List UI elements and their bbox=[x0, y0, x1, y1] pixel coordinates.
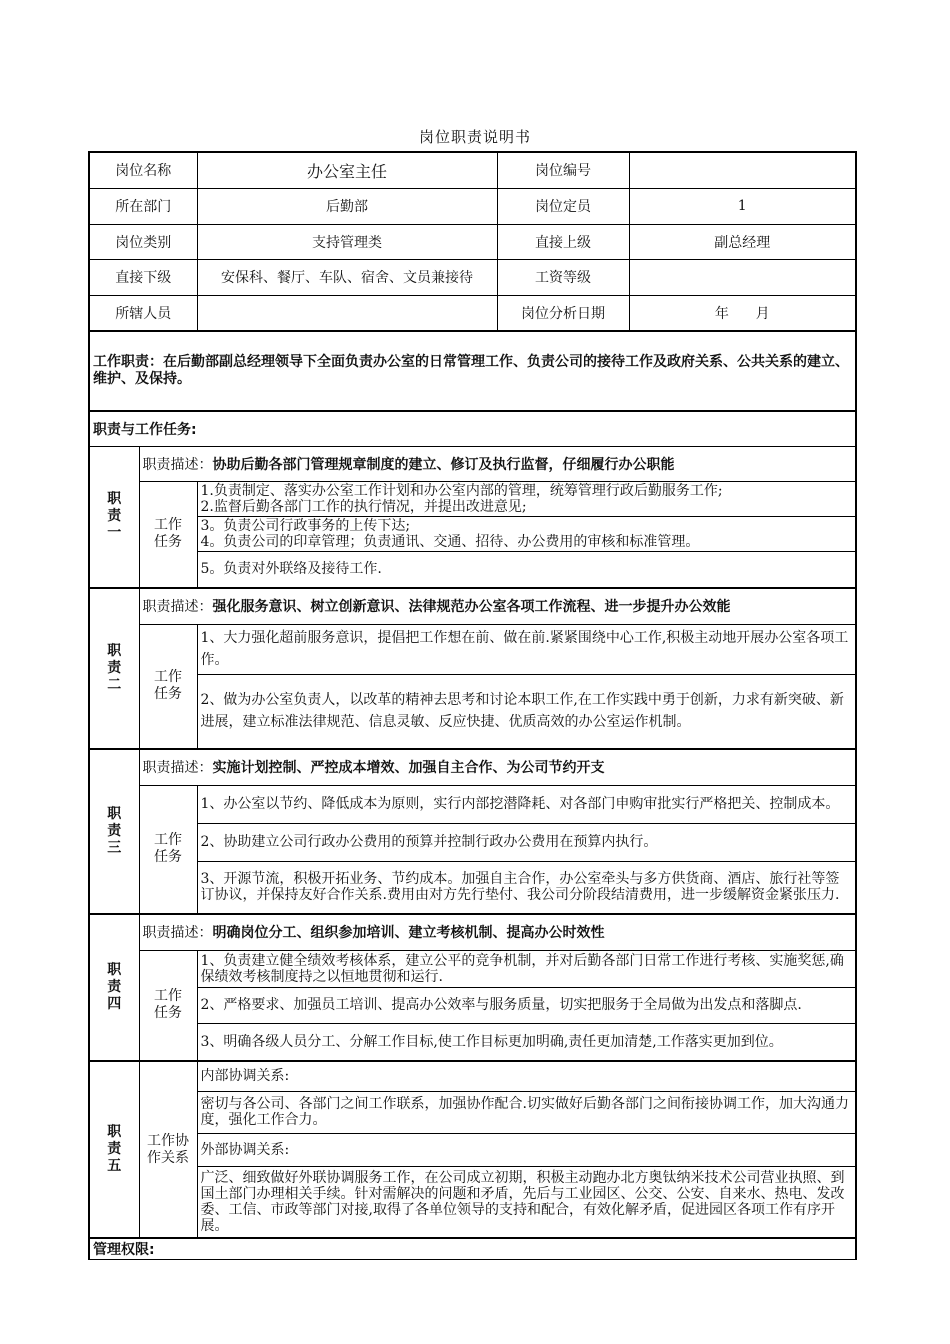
superior-label: 直接上级 bbox=[497, 224, 629, 259]
duty-4-task-3: 3、明确各级人员分工、分解工作目标,使工作目标更加明确,责任更加清楚,工作落实更加到位。 bbox=[197, 1023, 856, 1061]
duty-3-task-2: 2、协助建立公司行政办公费用的预算并控制行政办公费用在预算内执行。 bbox=[197, 823, 856, 861]
task-label-line: 工作 bbox=[154, 832, 182, 849]
duty-3-name bbox=[89, 749, 139, 914]
analysis-date-value: 年 月 bbox=[629, 295, 856, 331]
duty-3-task-1: 1、办公室以节约、降低成本为原则，实行内部挖潜降耗、对各部门申购审批实行严格把关、控制成本。 bbox=[197, 785, 856, 823]
internal-coordination-text: 密切与各公司、各部门之间工作联系，加强协作配合.切实做好后勤各部门之间衔接协调工作，加大沟通力度，强化工作合力。 bbox=[197, 1091, 856, 1133]
duty-5-name-char: 责 bbox=[107, 1141, 122, 1157]
position-name-label: 岗位名称 bbox=[89, 152, 197, 188]
duty-2-description-row bbox=[139, 588, 856, 624]
position-code-label: 岗位编号 bbox=[497, 152, 629, 188]
task-label-line: 任务 bbox=[154, 686, 182, 703]
duties-heading: 职责与工作任务: bbox=[89, 411, 856, 446]
duty-description-label: 职责描述： bbox=[142, 925, 213, 942]
duty-1-description: 协助后勤各部门管理规章制度的建立、修订及执行监督，仔细履行办公职能 bbox=[212, 456, 675, 473]
duty-1-name-char: 责 bbox=[107, 508, 122, 525]
headcount-value: 1 bbox=[629, 188, 856, 224]
task-label-line: 任务 bbox=[154, 849, 182, 866]
duty-description-label: 职责描述： bbox=[142, 760, 213, 777]
duty-1-name-char: 一 bbox=[107, 525, 122, 542]
duty-1-task-group-2 bbox=[197, 516, 856, 551]
duty-2-name-char: 责 bbox=[107, 660, 122, 676]
position-code-value bbox=[629, 152, 856, 188]
category-label: 岗位类别 bbox=[89, 224, 197, 259]
duty-3-description-row bbox=[139, 749, 856, 785]
duty-description-label: 职责描述： bbox=[142, 456, 213, 473]
department-label: 所在部门 bbox=[89, 188, 197, 224]
duty-1-task-1: 1.负责制定、落实办公室工作计划和办公室内部的管理，统筹管理行政后勤服务工作; bbox=[200, 482, 723, 499]
authority-heading: 管理权限: bbox=[89, 1238, 856, 1260]
headcount-label: 岗位定员 bbox=[497, 188, 629, 224]
duty-1-description-row bbox=[139, 446, 856, 481]
document-title: 岗位职责说明书 bbox=[418, 128, 531, 146]
duty-3-name-char: 三 bbox=[107, 840, 122, 856]
staff-label: 所辖人员 bbox=[89, 295, 197, 331]
department-value: 后勤部 bbox=[197, 188, 497, 224]
duty-1-task-3: 3。负责公司行政事务的上传下达; bbox=[200, 517, 411, 534]
duty-4-name-char: 职 bbox=[107, 962, 122, 978]
duty-3-description: 实施计划控制、严控成本增效、加强自主合作、为公司节约开支 bbox=[212, 760, 605, 777]
duty-4-description: 明确岗位分工、组织参加培训、建立考核机制、提高办公时效性 bbox=[212, 925, 605, 942]
superior-value: 副总经理 bbox=[629, 224, 856, 259]
duty-3-name-char: 职 bbox=[107, 806, 122, 822]
subordinates-value: 安保科、餐厅、车队、宿舍、文员兼接待 bbox=[197, 259, 497, 295]
work-responsibility-summary: 工作职责：在后勤部副总经理领导下全面负责办公室的日常管理工作、负责公司的接待工作及政府关系、公共关系的建立、维护、及保持。 bbox=[89, 331, 856, 411]
subordinates-label: 直接下级 bbox=[89, 259, 197, 295]
duty-5-name-char: 职 bbox=[107, 1124, 122, 1140]
external-coordination-label: 外部协调关系: bbox=[197, 1133, 856, 1166]
duty-5-name bbox=[89, 1061, 139, 1238]
duty-4-name-char: 责 bbox=[107, 979, 122, 995]
task-label-line: 任务 bbox=[154, 534, 182, 551]
duty-1-name bbox=[89, 446, 139, 588]
duty-3-name-char: 责 bbox=[107, 823, 122, 839]
duty-2-name bbox=[89, 588, 139, 749]
duty-5-name-char: 五 bbox=[107, 1158, 122, 1174]
duty-3-task-3: 3、开源节流，积极开拓业务、节约成本。加强自主合作，办公室牵头与多方供货商、酒店、旅行社等签订协议，并保持友好合作关系.费用由对方先行垫付、我公司分阶段结清费用，进一步缓解资金紧张压力. bbox=[197, 861, 856, 914]
task-label-line: 工作 bbox=[154, 669, 182, 686]
duty-4-task-2: 2、严格要求、加强员工培训、提高办公效率与服务质量，切实把服务于全局做为出发点和落脚点. bbox=[197, 987, 856, 1023]
duty-4-task-1: 1、负责建立健全绩效考核体系，建立公平的竞争机制，并对后勤各部门日常工作进行考核、实施奖惩,确保绩效考核制度持之以恒地贯彻和运行. bbox=[197, 950, 856, 987]
duty-2-task-1: 1、大力强化超前服务意识，提倡把工作想在前、做在前.紧紧围绕中心工作,积极主动地开展办公室各项工作。 bbox=[197, 624, 856, 674]
duty-1-task-4: 4。负责公司的印章管理；负责通讯、交通、招待、办公费用的审核和标准管理。 bbox=[200, 533, 700, 550]
duty-1-name-char: 职 bbox=[107, 491, 122, 508]
job-description-table bbox=[88, 151, 857, 1260]
external-coordination-text: 广泛、细致做好外联协调服务工作，在公司成立初期，积极主动跑办北方奥钛纳米技术公司营业执照、到国土部门办理相关手续。针对需解决的问题和矛盾，先后与工业园区、公交、公安、自来水、热电、发改委、工信、市政等部门对接,取得了各单位领导的支持和配合，有效化解矛盾，促进园区各项工作有序开展。 bbox=[197, 1166, 856, 1238]
salary-grade-label: 工资等级 bbox=[497, 259, 629, 295]
duty-4-name bbox=[89, 914, 139, 1061]
duty-1-task-label bbox=[139, 481, 197, 588]
task-label-line: 工作 bbox=[154, 988, 182, 1005]
position-name-value: 办公室主任 bbox=[197, 152, 497, 188]
analysis-date-label: 岗位分析日期 bbox=[497, 295, 629, 331]
duty-2-description: 强化服务意识、树立创新意识、法律规范办公室各项工作流程、进一步提升办公效能 bbox=[212, 599, 731, 616]
duty-1-task-2: 2.监督后勤各部门工作的执行情况，并提出改进意见; bbox=[200, 498, 527, 515]
duty-description-label: 职责描述： bbox=[142, 599, 213, 616]
salary-grade-value bbox=[629, 259, 856, 295]
duty-1-task-group-1 bbox=[197, 481, 856, 516]
duty-2-name-char: 职 bbox=[107, 643, 122, 659]
duty-4-task-label bbox=[139, 950, 197, 1061]
duty-3-task-label bbox=[139, 785, 197, 914]
duty-2-task-label bbox=[139, 624, 197, 749]
duty-2-task-2: 2、做为办公室负责人，以改革的精神去思考和讨论本职工作,在工作实践中勇于创新，力求有新突破、新进展，建立标准法律规范、信息灵敏、反应快捷、优质高效的办公室运作机制。 bbox=[197, 674, 856, 749]
category-value: 支持管理类 bbox=[197, 224, 497, 259]
task-label-line: 任务 bbox=[154, 1005, 182, 1022]
internal-coordination-label: 内部协调关系: bbox=[197, 1061, 856, 1091]
duty-2-name-char: 二 bbox=[107, 677, 122, 693]
duty-4-name-char: 四 bbox=[107, 996, 122, 1012]
duty-5-relation-label: 工作协作关系 bbox=[139, 1061, 197, 1238]
duty-1-task-5: 5。负责对外联络及接待工作. bbox=[197, 551, 856, 588]
task-label-line: 工作 bbox=[154, 517, 182, 534]
staff-value bbox=[197, 295, 497, 331]
duty-4-description-row bbox=[139, 914, 856, 950]
